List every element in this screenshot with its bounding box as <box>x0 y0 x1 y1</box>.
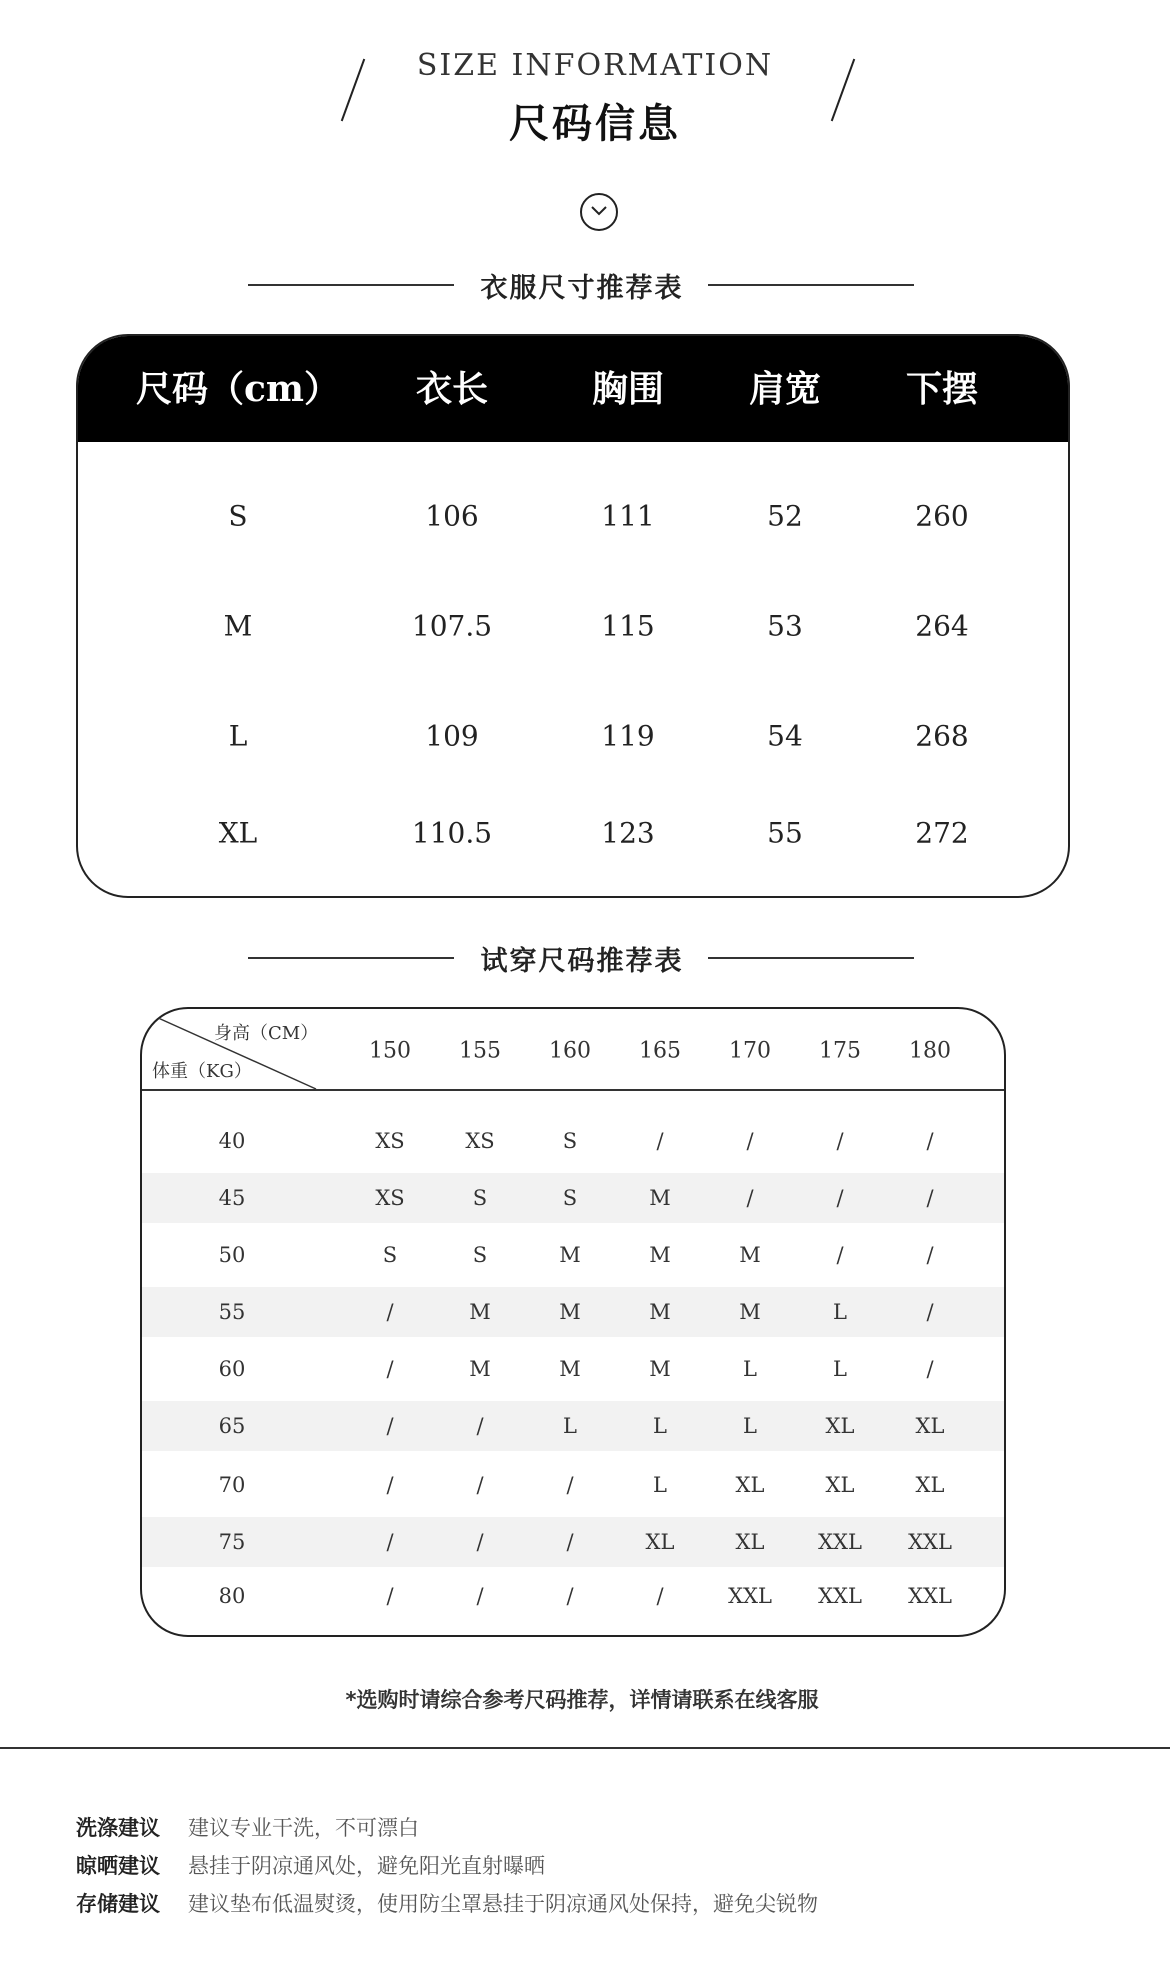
size-cell: L <box>833 1300 847 1324</box>
section-rule-right <box>708 284 914 286</box>
garment-section-title: 衣服尺寸推荐表 <box>480 273 684 304</box>
size-cell: / <box>836 1243 844 1267</box>
size-cell: L <box>743 1357 757 1381</box>
size-note: *选购时请综合参考尺码推荐，详情请联系在线客服 <box>345 1688 819 1712</box>
size-cell: XXL <box>908 1584 952 1608</box>
size-cell: XL <box>735 1530 765 1554</box>
col-header-chest: 胸围 <box>591 368 665 410</box>
size-cell: XXL <box>908 1530 952 1554</box>
weight-label: 60 <box>218 1357 246 1381</box>
size-cell: M <box>649 1186 671 1210</box>
size-cell: / <box>926 1129 934 1153</box>
weight-label: 70 <box>218 1473 246 1497</box>
col-header-length: 衣长 <box>415 368 489 410</box>
table-cell: 54 <box>767 719 803 753</box>
care-label: 洗涤建议 <box>76 1816 160 1840</box>
height-header: 160 <box>549 1038 591 1064</box>
chevron-down-circle-icon <box>580 193 618 231</box>
size-cell: S <box>562 1129 578 1153</box>
weight-label: 75 <box>218 1530 246 1554</box>
size-cell: M <box>649 1357 671 1381</box>
care-text: 悬挂于阴凉通风处，避免阳光直射曝晒 <box>188 1854 545 1878</box>
size-cell: / <box>476 1473 484 1497</box>
size-cell: / <box>386 1530 394 1554</box>
col-header-shoulder: 肩宽 <box>748 368 822 410</box>
size-cell: M <box>739 1300 761 1324</box>
garment-size-table <box>76 334 1070 898</box>
fit-table-header-rule <box>142 1089 1004 1091</box>
size-cell: M <box>559 1300 581 1324</box>
size-cell: M <box>649 1243 671 1267</box>
section-rule-right <box>708 957 914 959</box>
size-cell: S <box>472 1243 488 1267</box>
care-item-dry <box>76 1850 545 1880</box>
size-cell: XL <box>825 1414 855 1438</box>
size-cell: M <box>559 1243 581 1267</box>
care-item-storage <box>76 1888 818 1918</box>
size-cell: L <box>653 1414 667 1438</box>
size-cell: XL <box>645 1530 675 1554</box>
size-cell: M <box>649 1300 671 1324</box>
table-cell: 111 <box>601 499 655 533</box>
size-label: XL <box>218 816 258 850</box>
size-cell: / <box>386 1414 394 1438</box>
size-cell: S <box>472 1186 488 1210</box>
size-label: M <box>223 609 253 643</box>
weight-label: 65 <box>218 1414 246 1438</box>
size-cell: XXL <box>728 1584 772 1608</box>
size-cell: L <box>653 1473 667 1497</box>
col-header-hem: 下摆 <box>905 368 979 410</box>
size-cell: / <box>386 1300 394 1324</box>
height-header: 175 <box>819 1038 861 1064</box>
size-cell: XXL <box>818 1584 862 1608</box>
care-item-wash <box>76 1812 419 1842</box>
table-cell: 123 <box>601 816 655 850</box>
weight-label: 50 <box>218 1243 246 1267</box>
size-cell: L <box>563 1414 577 1438</box>
corner-height-label: 身高（CM） <box>214 1023 319 1044</box>
size-cell: L <box>833 1357 847 1381</box>
table-cell: 264 <box>915 609 969 643</box>
size-cell: / <box>566 1584 574 1608</box>
table-cell: 272 <box>915 816 969 850</box>
size-cell: S <box>562 1186 578 1210</box>
size-cell: / <box>566 1530 574 1554</box>
size-cell: / <box>926 1300 934 1324</box>
height-header: 180 <box>909 1038 951 1064</box>
fit-section-title: 试穿尺码推荐表 <box>480 946 684 977</box>
size-cell: M <box>469 1357 491 1381</box>
table-cell: 115 <box>601 609 655 643</box>
size-cell: M <box>469 1300 491 1324</box>
table-cell: 106 <box>425 499 479 533</box>
size-cell: XL <box>915 1414 945 1438</box>
table-cell: 107.5 <box>411 609 493 643</box>
size-cell: L <box>743 1414 757 1438</box>
size-cell: XS <box>465 1129 495 1153</box>
size-cell: / <box>386 1473 394 1497</box>
height-header: 150 <box>369 1038 411 1064</box>
size-cell: XXL <box>818 1530 862 1554</box>
table-cell: 53 <box>767 609 803 643</box>
size-label: S <box>228 499 248 533</box>
page-title-en: SIZE INFORMATION <box>416 48 774 83</box>
table-cell: 109 <box>425 719 479 753</box>
page-title-cn: 尺码信息 <box>509 100 681 147</box>
table-cell: 268 <box>915 719 969 753</box>
size-cell: XL <box>735 1473 765 1497</box>
size-cell: / <box>566 1473 574 1497</box>
height-header: 170 <box>729 1038 771 1064</box>
size-cell: / <box>926 1186 934 1210</box>
size-cell: / <box>476 1414 484 1438</box>
size-cell: / <box>386 1584 394 1608</box>
size-cell: / <box>926 1357 934 1381</box>
size-cell: XS <box>375 1129 405 1153</box>
size-cell: / <box>476 1584 484 1608</box>
size-cell: / <box>386 1357 394 1381</box>
size-cell: M <box>559 1357 581 1381</box>
weight-label: 45 <box>218 1186 246 1210</box>
garment-table-header <box>78 336 1068 442</box>
care-text: 建议专业干洗，不可漂白 <box>188 1816 419 1840</box>
size-cell: / <box>926 1243 934 1267</box>
weight-label: 40 <box>218 1129 246 1153</box>
table-cell: 55 <box>767 816 803 850</box>
weight-label: 80 <box>218 1584 246 1608</box>
size-cell: M <box>739 1243 761 1267</box>
height-header: 165 <box>639 1038 681 1064</box>
table-cell: 110.5 <box>411 816 493 850</box>
height-header: 155 <box>459 1038 501 1064</box>
size-cell: / <box>656 1129 664 1153</box>
size-cell: / <box>746 1129 754 1153</box>
weight-label: 55 <box>218 1300 246 1324</box>
size-cell: S <box>382 1243 398 1267</box>
size-label: L <box>228 719 248 753</box>
size-cell: XL <box>825 1473 855 1497</box>
size-cell: / <box>746 1186 754 1210</box>
table-cell: 52 <box>767 499 803 533</box>
size-cell: XS <box>375 1186 405 1210</box>
table-cell: 260 <box>915 499 969 533</box>
size-cell: / <box>836 1186 844 1210</box>
size-cell: / <box>476 1530 484 1554</box>
col-header-size: 尺码（cm） <box>135 368 341 410</box>
divider <box>0 1747 1170 1749</box>
size-cell: / <box>656 1584 664 1608</box>
size-cell: XL <box>915 1473 945 1497</box>
corner-weight-label: 体重（KG） <box>152 1061 252 1082</box>
fit-recommendation-table <box>140 1007 1006 1637</box>
size-cell: / <box>836 1129 844 1153</box>
table-cell: 119 <box>601 719 655 753</box>
care-label: 存储建议 <box>76 1892 160 1916</box>
care-label: 晾晒建议 <box>76 1854 160 1878</box>
care-text: 建议垫布低温熨烫，使用防尘罩悬挂于阴凉通风处保持，避免尖锐物 <box>188 1892 818 1916</box>
